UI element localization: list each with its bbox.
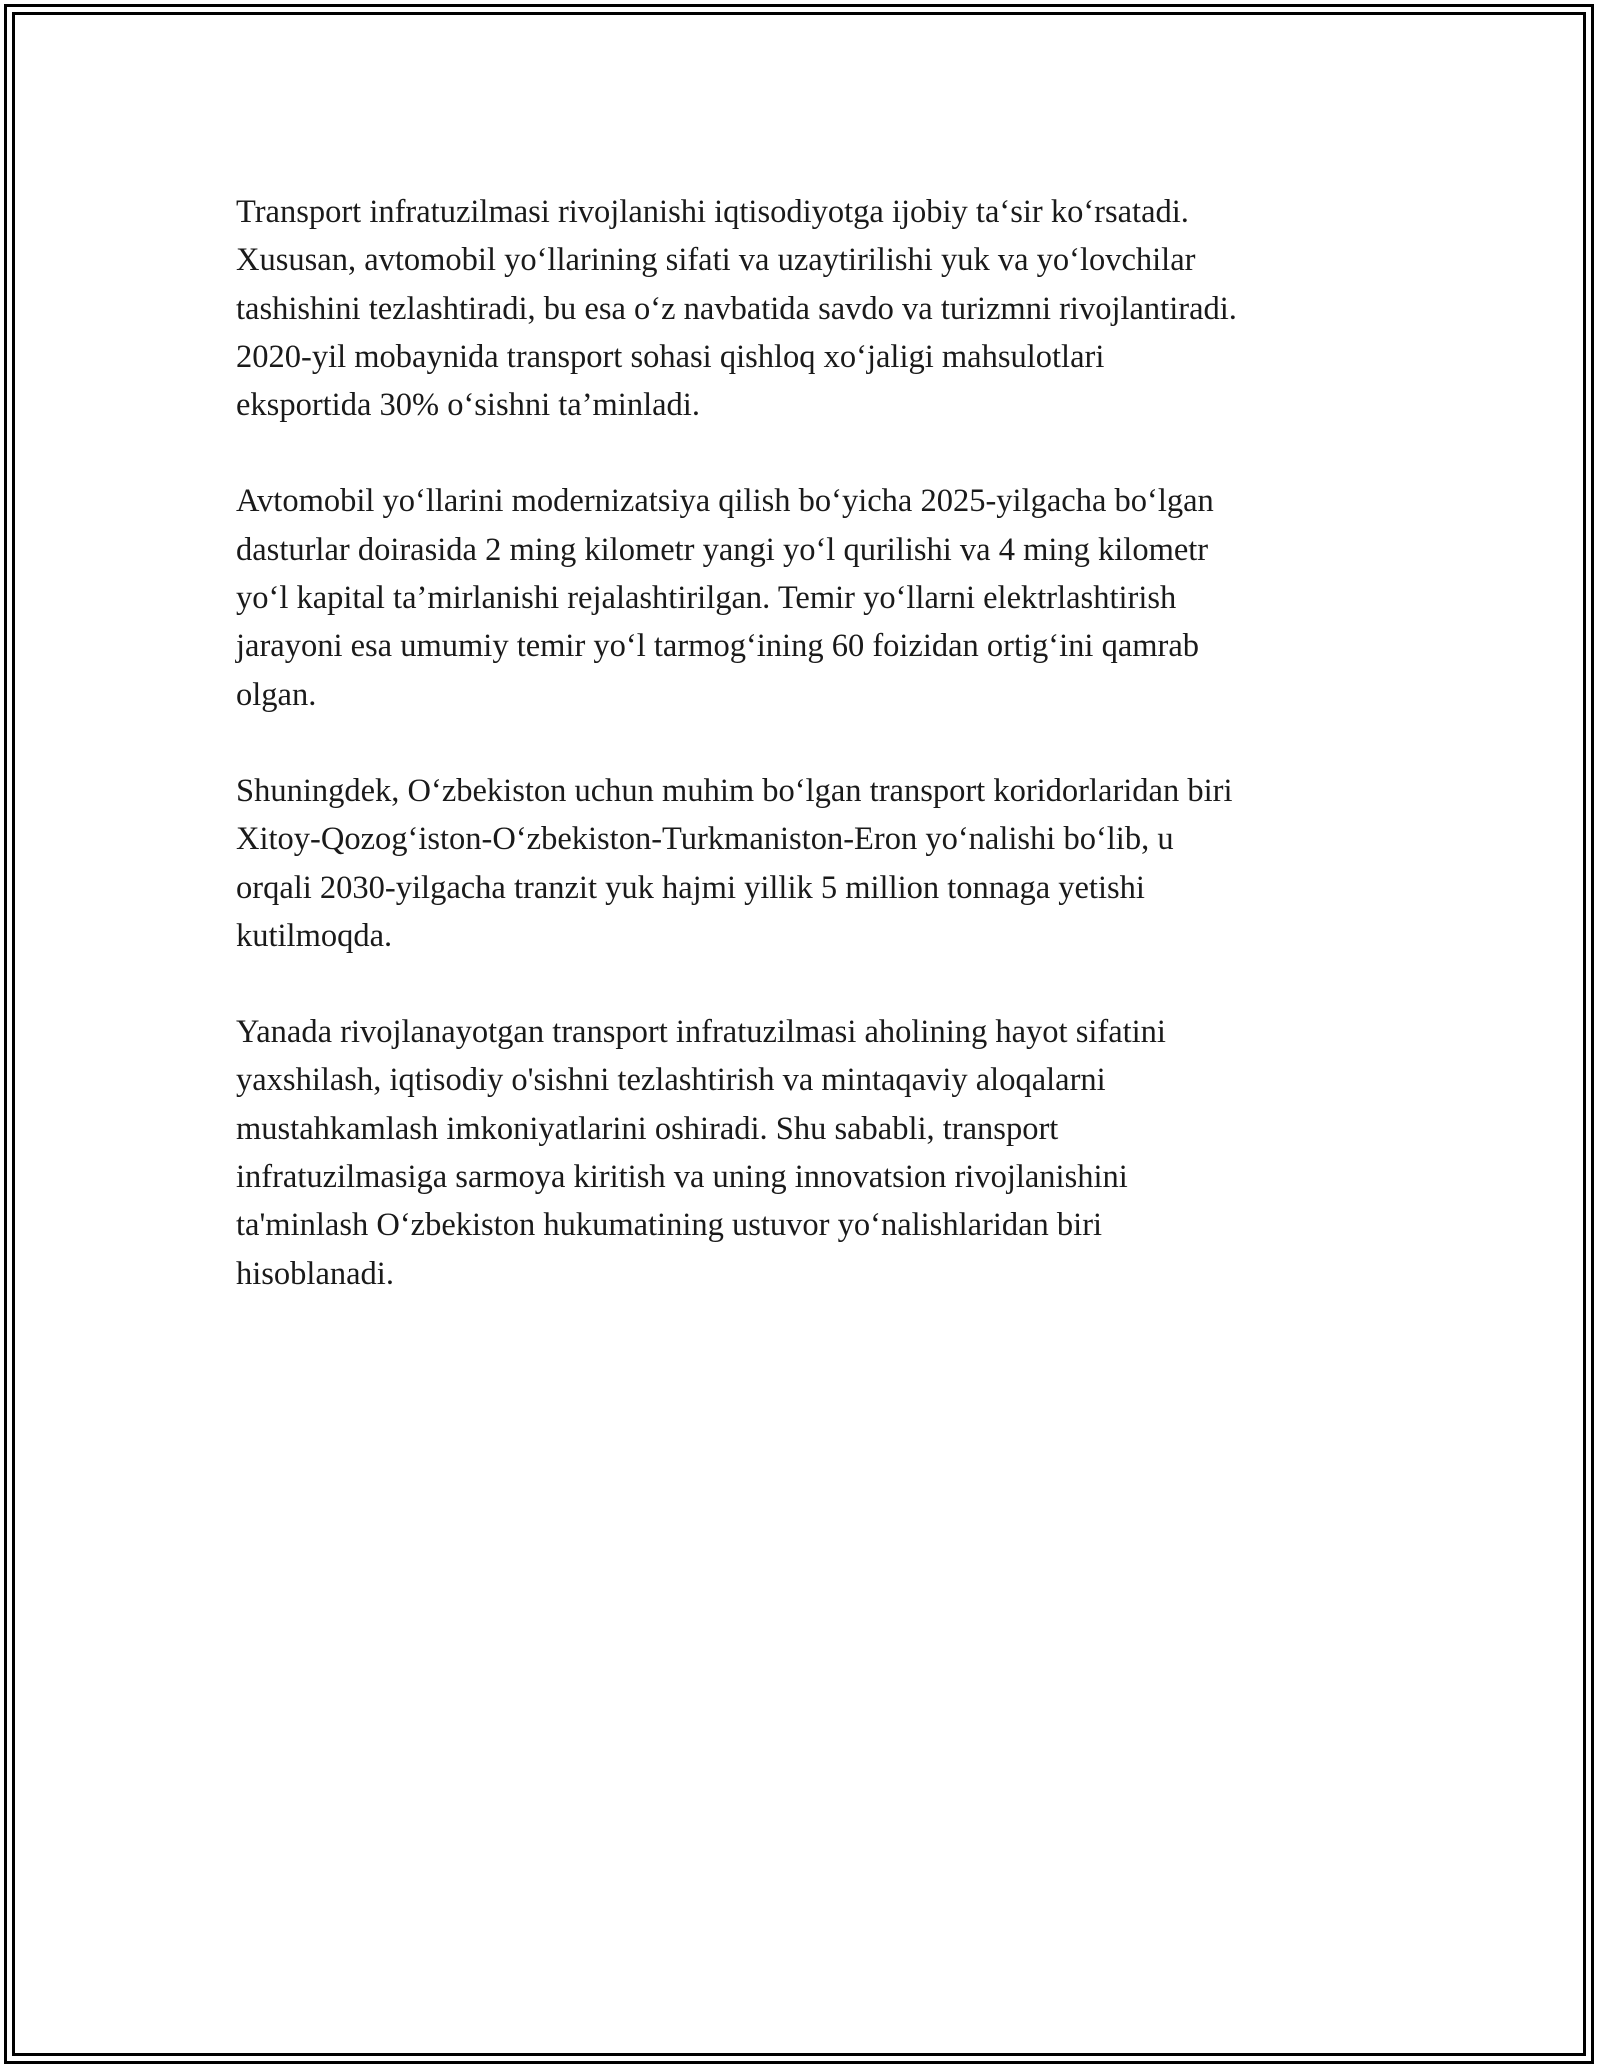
document-body [236,188,1376,1346]
paragraph-1: Transport infratuzilmasi rivojlanishi iqtisodiyotga ijobiy ta‘sir ko‘rsatadi. Xususan, avtomobil yo‘llarining sifati va uzaytirilishi yuk va yo‘lovchilar tashishini tezlashtiradi, bu esa o‘z navbatida savdo va turizmni rivojlantiradi. 2020-yil mobaynida transport sohasi qishloq xo‘jaligi mahsulotlari eksportida 30% o‘sishni ta’minladi. [236,194,1237,424]
paragraph-4: Yanada rivojlanayotgan transport infratuzilmasi aholining hayot sifatini yaxshilash, iqtisodiy o'sishni tezlashtirish va mintaqaviy aloqalarni mustahkamlash imkoniyatlarini oshiradi. Shu sababli, transport infratuzilmasiga sarmoya kiritish va uning innovatsion rivojlanishini ta'minlash O‘zbekiston hukumatining ustuvor yo‘nalishlaridan biri hisoblanadi. [236,1014,1166,1292]
paragraph-2: Avtomobil yo‘llarini modernizatsiya qilish bo‘yicha 2025-yilgacha bo‘lgan dasturlar doirasida 2 ming kilometr yangi yo‘l qurilishi va 4 ming kilometr yo‘l kapital ta’mirlanishi rejalashtirilgan. Temir yo‘llarni elektrlashtirish jarayoni esa umumiy temir yo‘l tarmog‘ining 60 foizidan ortig‘ini qamrab olgan. [236,483,1214,713]
paragraph-3: Shuningdek, O‘zbekiston uchun muhim bo‘lgan transport koridorlaridan biri Xitoy-Qozog‘iston-O‘zbekiston-Turkmaniston-Eron yo‘nalishi bo‘lib, u orqali 2030-yilgacha tranzit yuk hajmi yillik 5 million tonnaga yetishi kutilmoqda. [236,772,1233,954]
